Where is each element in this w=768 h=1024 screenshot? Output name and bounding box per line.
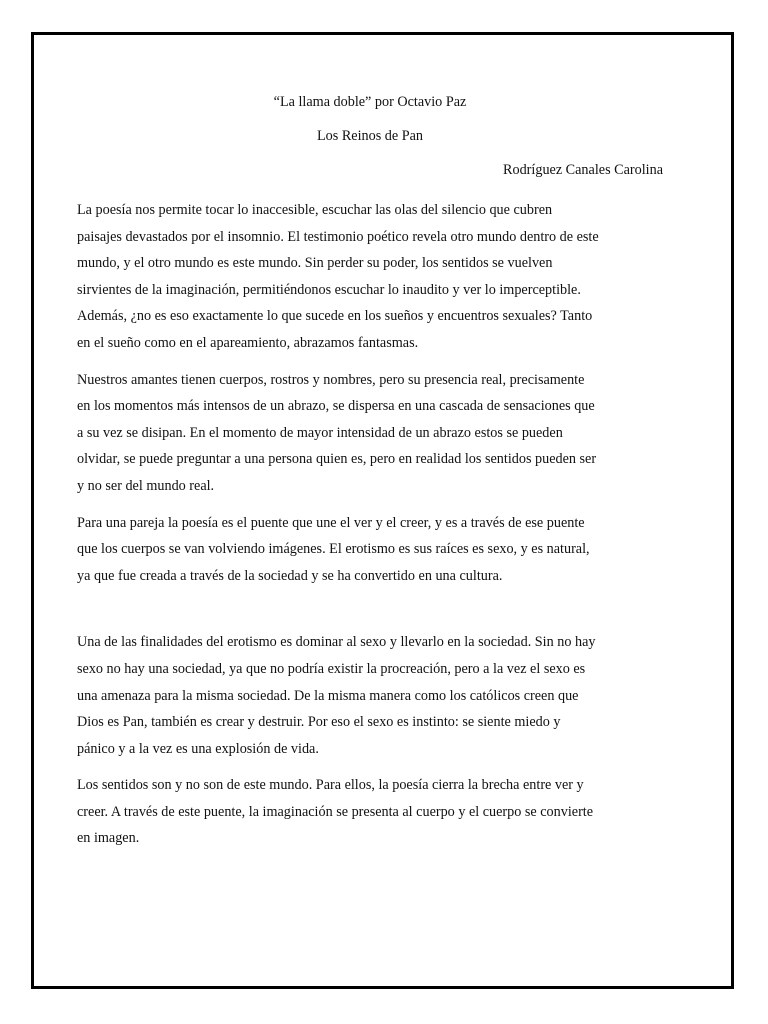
paragraph-line: en los momentos más intensos de un abrazo, se dispersa en una cascada de sensaciones que — [77, 398, 595, 415]
author-name: Rodríguez Canales Carolina — [503, 162, 663, 178]
paragraph-line: paisajes devastados por el insomnio. El testimonio poético revela otro mundo dentro de este — [77, 228, 599, 245]
paragraph-line: en el sueño como en el apareamiento, abrazamos fantasmas. — [77, 334, 419, 351]
paragraph-4 — [77, 629, 663, 762]
paragraph-line: sexo no hay una sociedad, ya que no podría existir la procreación, pero a la vez el sexo es — [77, 660, 586, 677]
paragraph-line: pánico y a la vez es una explosión de vida. — [77, 740, 319, 757]
paragraph-line: Dios es Pan, también es crear y destruir. Por eso el sexo es instinto: se siente miedo y — [77, 714, 561, 731]
paragraph-2 — [77, 367, 663, 500]
paragraph-line: a su vez se disipan. En el momento de mayor intensidad de un abrazo estos se pueden — [77, 424, 563, 441]
paragraph-line: Los sentidos son y no son de este mundo. Para ellos, la poesía cierra la brecha entre ver y — [77, 777, 584, 794]
paragraph-line: sirvientes de la imaginación, permitiéndonos escuchar lo inaudito y ver lo imperceptible. — [77, 281, 581, 298]
paragraph-line: creer. A través de este puente, la imaginación se presenta al cuerpo y el cuerpo se convierte — [77, 803, 594, 820]
paragraph-line: ya que fue creada a través de la sociedad y se ha convertido en una cultura. — [77, 567, 503, 584]
paragraph-line: Una de las finalidades del erotismo es dominar al sexo y llevarlo en la sociedad. Sin no hay — [77, 634, 596, 651]
paragraph-line: y no ser del mundo real. — [77, 477, 215, 494]
paragraph-1 — [77, 197, 663, 357]
document-body — [77, 95, 663, 852]
paragraph-line: que los cuerpos se van volviendo imágenes. El erotismo es sus raíces es sexo, y es natural, — [77, 541, 590, 558]
paragraph-line: Además, ¿no es eso exactamente lo que sucede en los sueños y encuentros sexuales? Tanto — [77, 308, 593, 325]
paragraph-line: Para una pareja la poesía es el puente que une el ver y el creer, y es a través de ese puente — [77, 514, 585, 531]
document-title: “La llama doble” por Octavio Paz — [273, 94, 467, 110]
paragraph-3 — [77, 510, 663, 590]
paragraph-line: en imagen. — [77, 830, 140, 847]
paragraph-line: olvidar, se puede preguntar a una persona quien es, pero en realidad los sentidos pueden ser — [77, 451, 597, 468]
paragraph-line: La poesía nos permite tocar lo inaccesible, escuchar las olas del silencio que cubren — [77, 202, 553, 218]
document-subtitle: Los Reinos de Pan — [316, 128, 423, 144]
paragraph-line: una amenaza para la misma sociedad. De la misma manera como los católicos creen que — [77, 687, 579, 704]
paragraph-5 — [77, 772, 663, 852]
paragraph-line: Nuestros amantes tienen cuerpos, rostros y nombres, pero su presencia real, precisamente — [77, 371, 585, 388]
paragraph-line: mundo, y el otro mundo es este mundo. Sin perder su poder, los sentidos se vuelven — [77, 255, 553, 272]
